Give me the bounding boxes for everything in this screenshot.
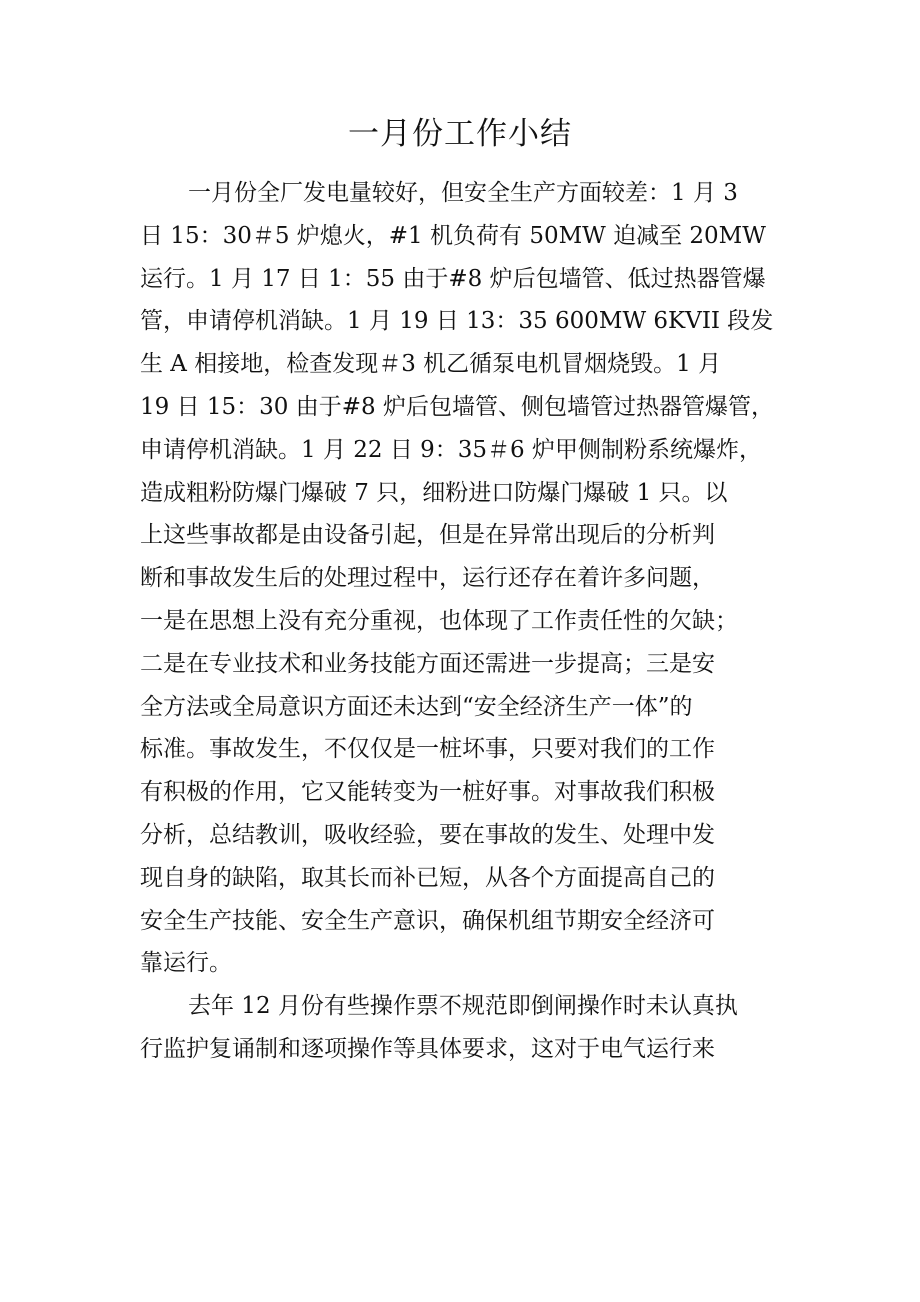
paragraph-line: 现自身的缺陷，取其长而补已短，从各个方面提高自己的 (140, 864, 715, 891)
paragraph-line: 断和事故发生后的处理过程中，运行还存在着许多问题， (140, 565, 715, 592)
paragraph-line: 靠运行。 (140, 950, 232, 977)
paragraph-line: 申请停机消缺。1 月 22 日 9：35＃6 炉甲侧制粉系统爆炸， (140, 436, 762, 463)
paragraph-line: 一月份全厂发电量较好，但安全生产方面较差：1 月 3 (188, 180, 738, 206)
paragraph-line: 上这些事故都是由设备引起，但是在异常出现后的分析判 (140, 522, 715, 549)
paragraph-line: 分析，总结教训，吸收经验，要在事故的发生、处理中发 (140, 821, 715, 848)
document-title: 一月份工作小结 (348, 116, 572, 152)
paragraph-line: 19 日 15：30 由于#8 炉后包墙管、侧包墙管过热器管爆管， (140, 393, 774, 420)
paragraph-line: 标准。事故发生，不仅仅是一桩坏事，只要对我们的工作 (140, 736, 715, 763)
paragraph-line: 造成粗粉防爆门爆破 7 只，细粉进口防爆门爆破 1 只。以 (140, 479, 728, 506)
paragraph-line: 全方法或全局意识方面还未达到“安全经济生产一体”的 (140, 693, 693, 720)
paragraph-line: 有积极的作用，它又能转变为一桩好事。对事故我们积极 (140, 779, 715, 806)
document-body (140, 172, 800, 1071)
paragraph-line: 运行。1 月 17 日 1：55 由于#8 炉后包墙管、低过热器管爆 (140, 265, 766, 292)
paragraph-line: 去年 12 月份有些操作票不规范即倒闸操作时未认真执 (188, 993, 738, 1020)
paragraph-line: 行监护复诵制和逐项操作等具体要求，这对于电气运行来 (140, 1035, 715, 1062)
paragraph-line: 生 A 相接地，检查发现＃3 机乙循泵电机冒烟烧毁。1 月 (140, 351, 722, 378)
paragraph-line: 日 15：30＃5 炉熄火，#1 机负荷有 50MW 迫减至 20MW (140, 222, 766, 249)
paragraph-line: 二是在专业技术和业务技能方面还需进一步提高；三是安 (140, 650, 715, 677)
paragraph-line: 管，申请停机消缺。1 月 19 日 13：35 600MW 6KVII 段发 (140, 308, 774, 335)
paragraph-line: 一是在思想上没有充分重视，也体现了工作责任性的欠缺； (140, 607, 738, 634)
paragraph-line: 安全生产技能、安全生产意识，确保机组节期安全经济可 (140, 907, 715, 934)
